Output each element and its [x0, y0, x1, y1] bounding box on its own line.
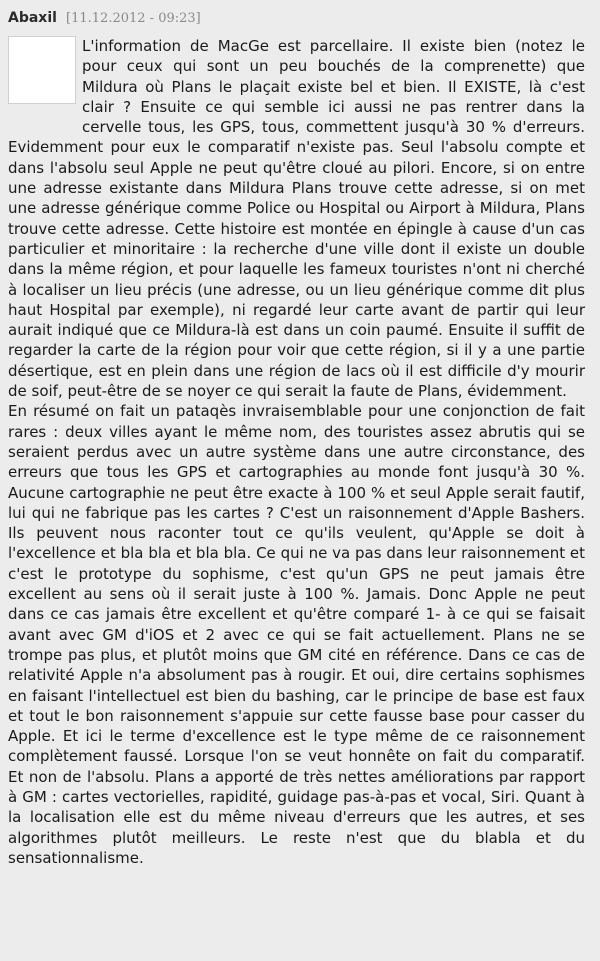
avatar-spacer	[8, 36, 82, 136]
comment-author[interactable]: Abaxil	[8, 10, 57, 26]
comment-paragraph: L'information de MacGe est parcellaire. Il existe bien (notez le pour ceux qui sont un peu bouchés de la comprenette) que Mildura où Plans le plaçait existe bel et bien. Il EXISTE, là c'est clair ? Ensuite ce qui semble ici aussi ne pas rentrer dans la cervelle tous, les GPS, tous, commettent jusqu'à 30 % d'erreurs. Evidemment pour eux le comparatif n'existe pas. Seul l'absolu compte et dans l'absolu seul Apple ne peut qu'être cloué au pilori. Encore, si on entre une adresse existante dans Mildura Plans trouve cette adresse, si on met une adresse générique comme Police ou Hospital ou Airport à Mildura, Plans trouve cette adresse. Cette histoire est montée en épingle à cause d'un cas particulier et minoritaire : la recherche d'une ville dont il existe un double dans la même région, et pour laquelle les fameux touristes n'ont ni cherché à localiser un lieu précis (une adresse, ou un lieu générique comme dit plus haut Hospital par exemple), ni regardé leur carte avant de partir qui leur aurait indiqué que ce Mildura-là est dans un coin paumé. Ensuite il suffit de regarder la carte de la région pour voir que cette région, si il y a une partie désertique, est en plein dans une région de lacs où il est difficile d'y mourir de soif, peut-être de se noyer ce qui serait la faute de Plans, évidemment.	[8, 37, 585, 401]
comment-header	[8, 7, 201, 27]
comment-timestamp: [11.12.2012 - 09:23]	[66, 11, 201, 26]
comment-body	[8, 36, 585, 868]
comment-paragraph: En résumé on fait un pataqès invraisemblable pour une conjonction de fait rares : deux villes ayant le même nom, des touristes assez abrutis qui se seraient perdus avec un autre système dans une autre circonstance, des erreurs que tous les GPS et cartographies au monde font jusqu'à 30 %. Aucune cartographie ne peut être exacte à 100 % et seul Apple serait fautif, lui qui ne fabrique pas les cartes ? C'est un raisonnement d'Apple Bashers. Ils peuvent nous raconter tout ce qu'ils veulent, qu'Apple se doit à l'excellence et bla bla et bla bla. Ce qui ne va pas dans leur raisonnement et c'est le prototype du sophisme, c'est qu'un GPS ne peut jamais être excellent au sens où il serait juste à 100 %. Jamais. Donc Apple ne peut dans ce cas jamais être excellent et qu'être comparé 1- à ce qui se faisait avant avec GM d'iOS et 2 avec ce qui se fait actuellement. Plans ne se trompe pas plus, et plutôt moins que GM cité en référence. Dans ce cas de relativité Apple n'a absolument pas à rougir. Et oui, dire certains sophismes en faisant l'intellectuel est bien du bashing, car le principe de base est faux et tout le bon raisonnement s'appuie sur cette fausse base pour casser du Apple. Et ici le terme d'excellence est le type même de ce raisonnement complètement faussé. Lorsque l'on se veut honnête on fait du comparatif. Et non de l'absolu. Plans a apporté de très nettes améliorations par rapport à GM : cartes vectorielles, rapidité, guidage pas-à-pas et vocal, Siri. Quant à la localisation elle est du même niveau d'erreurs que les autres, et ses algorithmes plutôt meilleurs. Le reste n'est que du blabla et du sensationnalisme.	[8, 402, 585, 867]
